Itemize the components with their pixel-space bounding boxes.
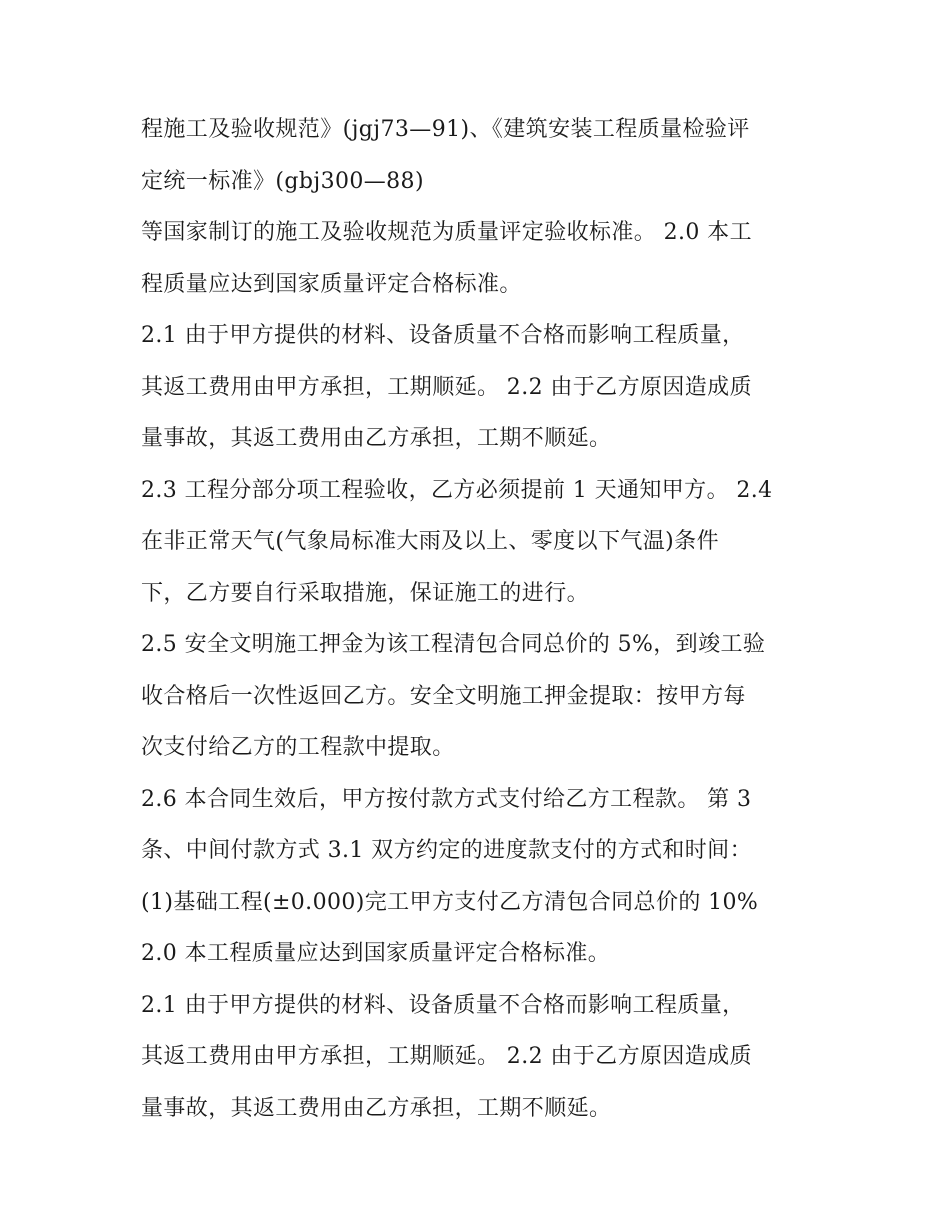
text-line: 收合格后一次性返回乙方。安全文明施工押金提取：按甲方每: [141, 683, 746, 709]
text-line: 量事故，其返工费用由乙方承担，工期不顺延。: [141, 1095, 612, 1121]
text-line: 2.5 安全文明施工押金为该工程清包合同总价的 5%，到竣工验: [141, 632, 766, 657]
text-line: 等国家制订的施工及验收规范为质量评定验收标准。 2.0 本工: [141, 220, 752, 245]
text-line: 下，乙方要自行采取措施，保证施工的进行。: [141, 580, 590, 606]
text-line: 程质量应达到国家质量评定合格标准。: [141, 271, 522, 297]
text-line: 条、中间付款方式 3.1 双方约定的进度款支付的方式和时间：: [141, 838, 752, 863]
text-line: 量事故，其返工费用由乙方承担，工期不顺延。: [141, 426, 612, 451]
text-line: 程施工及验收规范》(jgj73—91)、《建筑安装工程质量检验评: [141, 117, 750, 142]
text-line: (1)基础工程(±0.000)完工甲方支付乙方清包合同总价的 10%: [141, 889, 759, 915]
text-line: 2.1 由于甲方提供的材料、设备质量不合格而影响工程质量，: [141, 992, 745, 1018]
document-body: [141, 104, 841, 1134]
text-line: 其返工费用由甲方承担，工期顺延。 2.2 由于乙方原因造成质: [141, 374, 752, 400]
text-line: 在非正常天气(气象局标准大雨及以上、零度以下气温)条件: [141, 529, 719, 554]
text-line: 2.6 本合同生效后，甲方按付款方式支付给乙方工程款。 第 3: [141, 786, 752, 812]
text-line: 2.1 由于甲方提供的材料、设备质量不合格而影响工程质量，: [141, 323, 745, 348]
text-line: 2.3 工程分部分项工程验收，乙方必须提前 1 天通知甲方。 2.4: [141, 477, 773, 503]
text-line: 其返工费用由甲方承担，工期顺延。 2.2 由于乙方原因造成质: [141, 1044, 752, 1069]
text-line: 2.0 本工程质量应达到国家质量评定合格标准。: [141, 941, 611, 966]
text-line: 次支付给乙方的工程款中提取。: [141, 735, 455, 760]
text-line: 定统一标准》(gbj300—88): [141, 168, 424, 194]
